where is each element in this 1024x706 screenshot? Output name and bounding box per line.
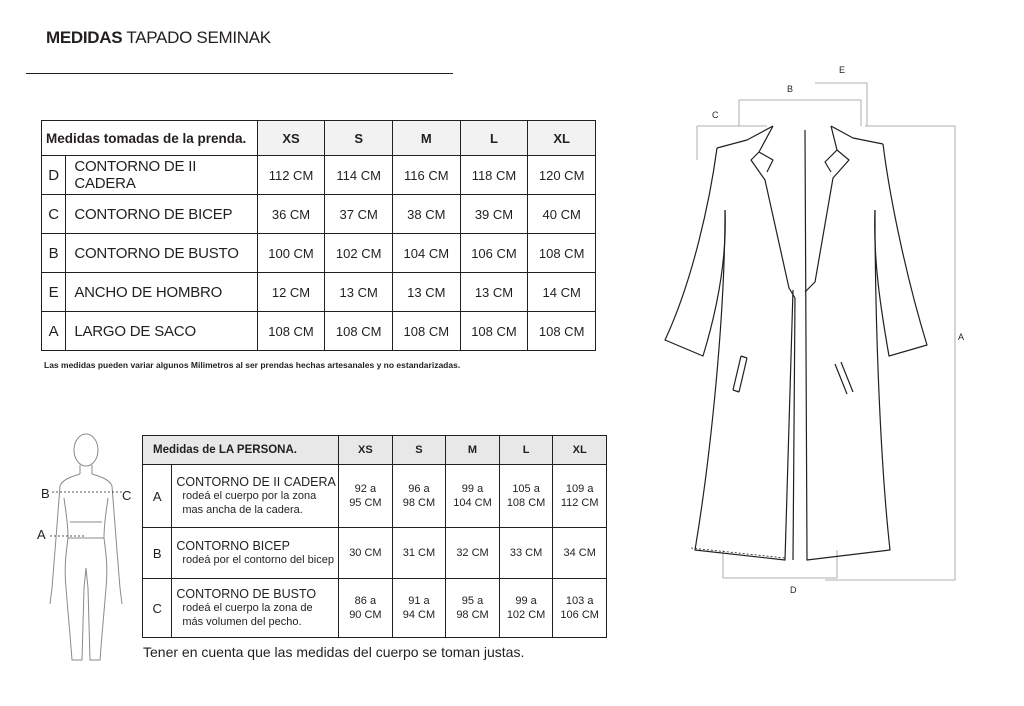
- coat-label-e: E: [839, 65, 846, 75]
- row-letter: A: [42, 312, 66, 351]
- value-line: 96 a: [408, 483, 430, 495]
- measurement-name: CONTORNO DE II CADERA: [176, 475, 336, 489]
- measurement-desc: rodeá por el contorno del bicep: [182, 554, 334, 566]
- person-table-header: [143, 436, 607, 465]
- garment-table-header: [42, 121, 596, 156]
- measurement-desc: rodeá el cuerpo la zona de: [182, 602, 313, 614]
- coat-label-c: C: [712, 110, 719, 120]
- value-line: 95 CM: [349, 497, 382, 509]
- value-line: 92 a: [354, 483, 377, 495]
- value-cell: 32 CM: [446, 528, 500, 579]
- measurement-name: CONTORNO DE BUSTO: [176, 587, 317, 601]
- size-header-xl: XL: [553, 436, 607, 465]
- table-row: [42, 312, 596, 351]
- value-line: 99 a: [515, 595, 537, 607]
- size-header-xl: XL: [528, 121, 596, 156]
- value-cell: 114 CM: [325, 156, 393, 195]
- value-cell: 34 CM: [553, 528, 607, 579]
- value-line: 109 a: [565, 483, 594, 495]
- coat-label-a: A: [958, 332, 965, 342]
- coat-technical-drawing: [655, 60, 985, 605]
- value-cell: 116 CM: [392, 156, 460, 195]
- value-cell: [499, 465, 553, 528]
- garment-table-caption: Medidas tomadas de la prenda.: [42, 121, 258, 156]
- value-cell: 120 CM: [528, 156, 596, 195]
- value-cell: 102 CM: [325, 234, 393, 273]
- measurement-name: CONTORNO DE BUSTO: [66, 234, 257, 273]
- value-cell: 33 CM: [499, 528, 553, 579]
- measurement-cell: [172, 579, 339, 638]
- value-cell: 38 CM: [392, 195, 460, 234]
- value-cell: 13 CM: [325, 273, 393, 312]
- table-row: [143, 465, 607, 528]
- value-cell: 13 CM: [460, 273, 528, 312]
- value-cell: 108 CM: [460, 312, 528, 351]
- figure-label-b: B: [41, 486, 50, 501]
- table-row: [42, 234, 596, 273]
- title-underline: [26, 73, 453, 74]
- value-cell: 13 CM: [392, 273, 460, 312]
- value-line: 86 a: [354, 595, 377, 607]
- value-cell: [339, 465, 393, 528]
- title-rest: TAPADO SEMINAK: [122, 28, 271, 47]
- title-bold: MEDIDAS: [46, 28, 123, 47]
- value-cell: 108 CM: [325, 312, 393, 351]
- value-cell: [446, 465, 500, 528]
- measurement-name: CONTORNO DE II CADERA: [66, 156, 257, 195]
- size-header-m: M: [392, 121, 460, 156]
- value-cell: 108 CM: [257, 312, 325, 351]
- value-cell: 104 CM: [392, 234, 460, 273]
- value-cell: [392, 465, 446, 528]
- table-row: [42, 156, 596, 195]
- footer-note: Tener en cuenta que las medidas del cuerpo se toman justas.: [143, 644, 525, 660]
- value-line: 108 CM: [506, 497, 546, 509]
- measurement-name: ANCHO DE HOMBRO: [66, 273, 257, 312]
- measurement-name: CONTORNO BICEP: [176, 539, 290, 553]
- measurement-cell: [172, 465, 339, 528]
- value-line: 103 a: [565, 595, 594, 607]
- figure-label-a: A: [37, 527, 46, 542]
- value-line: 112 CM: [560, 497, 599, 509]
- measurement-desc: mas ancha de la cadera.: [182, 504, 303, 516]
- value-cell: 100 CM: [257, 234, 325, 273]
- value-cell: [392, 579, 446, 638]
- value-line: 94 CM: [402, 609, 436, 621]
- row-letter: B: [42, 234, 66, 273]
- value-cell: 108 CM: [528, 234, 596, 273]
- value-cell: 112 CM: [257, 156, 325, 195]
- value-cell: 118 CM: [460, 156, 528, 195]
- coat-label-d: D: [790, 585, 797, 595]
- person-table-caption: Medidas de LA PERSONA.: [143, 436, 339, 465]
- value-cell: 108 CM: [392, 312, 460, 351]
- person-measurements-table: [142, 435, 607, 638]
- row-letter: A: [143, 465, 172, 528]
- row-letter: C: [42, 195, 66, 234]
- size-header-l: L: [460, 121, 528, 156]
- value-line: 90 CM: [349, 609, 382, 621]
- row-letter: C: [143, 579, 172, 638]
- value-cell: 14 CM: [528, 273, 596, 312]
- value-cell: [339, 579, 393, 638]
- value-cell: 40 CM: [528, 195, 596, 234]
- value-line: 104 CM: [453, 497, 492, 509]
- measurement-cell: [172, 528, 339, 579]
- value-line: 91 a: [408, 595, 430, 607]
- coat-label-b: B: [787, 84, 794, 94]
- measurement-desc: rodeá el cuerpo por la zona: [182, 490, 317, 502]
- row-letter: D: [42, 156, 66, 195]
- size-header-xs: XS: [339, 436, 393, 465]
- size-header-xs: XS: [257, 121, 325, 156]
- figure-label-c: C: [122, 488, 132, 503]
- value-cell: [446, 579, 500, 638]
- table-row: [143, 579, 607, 638]
- value-line: 98 CM: [402, 497, 436, 509]
- value-line: 99 a: [461, 483, 484, 495]
- table-row: [42, 273, 596, 312]
- value-line: 102 CM: [506, 609, 546, 621]
- value-line: 95 a: [461, 595, 484, 607]
- value-cell: 39 CM: [460, 195, 528, 234]
- value-cell: [553, 579, 607, 638]
- value-cell: 37 CM: [325, 195, 393, 234]
- size-header-l: L: [499, 436, 553, 465]
- value-cell: 108 CM: [528, 312, 596, 351]
- measurement-desc: más volumen del pecho.: [182, 616, 302, 628]
- table-row: [143, 528, 607, 579]
- body-figure-illustration: [30, 428, 140, 668]
- value-line: 106 CM: [560, 609, 599, 621]
- value-cell: [553, 465, 607, 528]
- value-cell: 12 CM: [257, 273, 325, 312]
- row-letter: E: [42, 273, 66, 312]
- variation-note: Las medidas pueden variar algunos Milimetros al ser prendas hechas artesanales y no estandarizadas.: [44, 360, 461, 370]
- value-cell: 30 CM: [339, 528, 393, 579]
- value-cell: [499, 579, 553, 638]
- measurement-name: CONTORNO DE BICEP: [66, 195, 257, 234]
- value-cell: 106 CM: [460, 234, 528, 273]
- size-header-s: S: [392, 436, 446, 465]
- size-header-s: S: [325, 121, 393, 156]
- value-line: 98 CM: [456, 609, 489, 621]
- garment-measurements-table: [41, 120, 596, 351]
- measurement-name: LARGO DE SACO: [66, 312, 257, 351]
- size-header-m: M: [446, 436, 500, 465]
- page-title: [46, 28, 271, 48]
- value-line: 105 a: [512, 483, 540, 495]
- value-cell: 36 CM: [257, 195, 325, 234]
- row-letter: B: [143, 528, 172, 579]
- value-cell: 31 CM: [392, 528, 446, 579]
- table-row: [42, 195, 596, 234]
